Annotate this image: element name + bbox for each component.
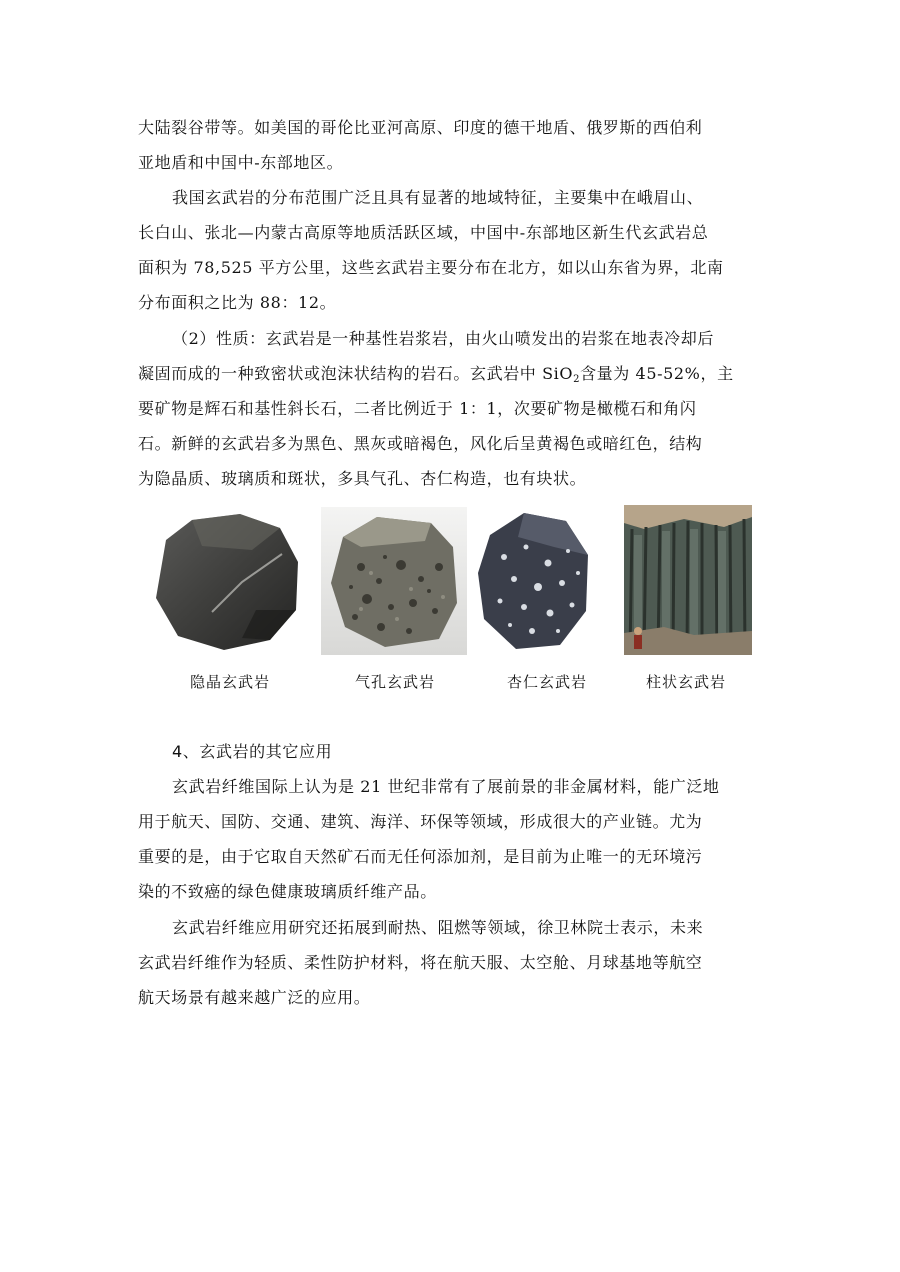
paragraph-line: 要矿物是辉石和基性斜长石，二者比例近于 1：1，次要矿物是橄榄石和角闪 [138, 399, 697, 418]
cryptocrystalline-basalt-photo [152, 510, 304, 656]
paragraph-line: 用于航天、国防、交通、建筑、海洋、环保等领域，形成很大的产业链。尤为 [138, 812, 703, 831]
paragraph-line: 染的不致癌的绿色健康玻璃质纤维产品。 [138, 882, 437, 901]
subscript: 2 [573, 374, 581, 385]
text-span: 含量为 45-52%，主 [580, 364, 734, 383]
paragraph-line: 长白山、张北—内蒙古高原等地质活跃区域，中国中-东部地区新生代玄武岩总 [138, 223, 709, 242]
amygdaloidal-basalt-photo [474, 507, 594, 655]
vesicular-basalt-photo [321, 507, 467, 655]
paragraph-line: 玄武岩纤维作为轻质、柔性防护材料，将在航天服、太空舱、月球基地等航空 [138, 953, 703, 972]
paragraph-line: 亚地盾和中国中-东部地区。 [138, 153, 344, 172]
figure-caption: 气孔玄武岩 [354, 673, 435, 691]
paragraph-line: 玄武岩纤维应用研究还拓展到耐热、阻燃等领域，徐卫林院士表示，未来 [172, 918, 704, 937]
paragraph-line: 面积为 78,525 平方公里，这些玄武岩主要分布在北方，如以山东省为界，北南 [138, 258, 724, 277]
figure-caption: 杏仁玄武岩 [506, 673, 587, 691]
paragraph-line: 为隐晶质、玻璃质和斑状，多具气孔、杏仁构造，也有块状。 [138, 469, 587, 488]
paragraph-line: （2）性质：玄武岩是一种基性岩浆岩，由火山喷发出的岩浆在地表冷却后 [172, 329, 714, 348]
paragraph-line: 大陆裂谷带等。如美国的哥伦比亚河高原、印度的德干地盾、俄罗斯的西伯利 [138, 118, 703, 137]
paragraph-line: 玄武岩纤维国际上认为是 21 世纪非常有了展前景的非金属材料，能广泛地 [172, 777, 720, 796]
section-heading: 4、玄武岩的其它应用 [172, 742, 333, 761]
paragraph-line: 石。新鲜的玄武岩多为黑色、黑灰或暗褐色，风化后呈黄褐色或暗红色，结构 [138, 434, 703, 453]
columnar-basalt-photo [624, 505, 752, 655]
figure-caption: 柱状玄武岩 [645, 673, 726, 691]
paragraph-line [138, 364, 734, 384]
paragraph-line: 重要的是，由于它取自天然矿石而无任何添加剂，是目前为止唯一的无环境污 [138, 847, 703, 866]
text-span: 凝固而成的一种致密状或泡沫状结构的岩石。玄武岩中 SiO [138, 364, 574, 383]
paragraph-line: 分布面积之比为 88：12。 [138, 293, 337, 312]
paragraph-line: 我国玄武岩的分布范围广泛且具有显著的地域特征，主要集中在峨眉山、 [172, 188, 704, 207]
figure-caption: 隐晶玄武岩 [189, 673, 270, 691]
paragraph-line: 航天场景有越来越广泛的应用。 [138, 988, 371, 1007]
